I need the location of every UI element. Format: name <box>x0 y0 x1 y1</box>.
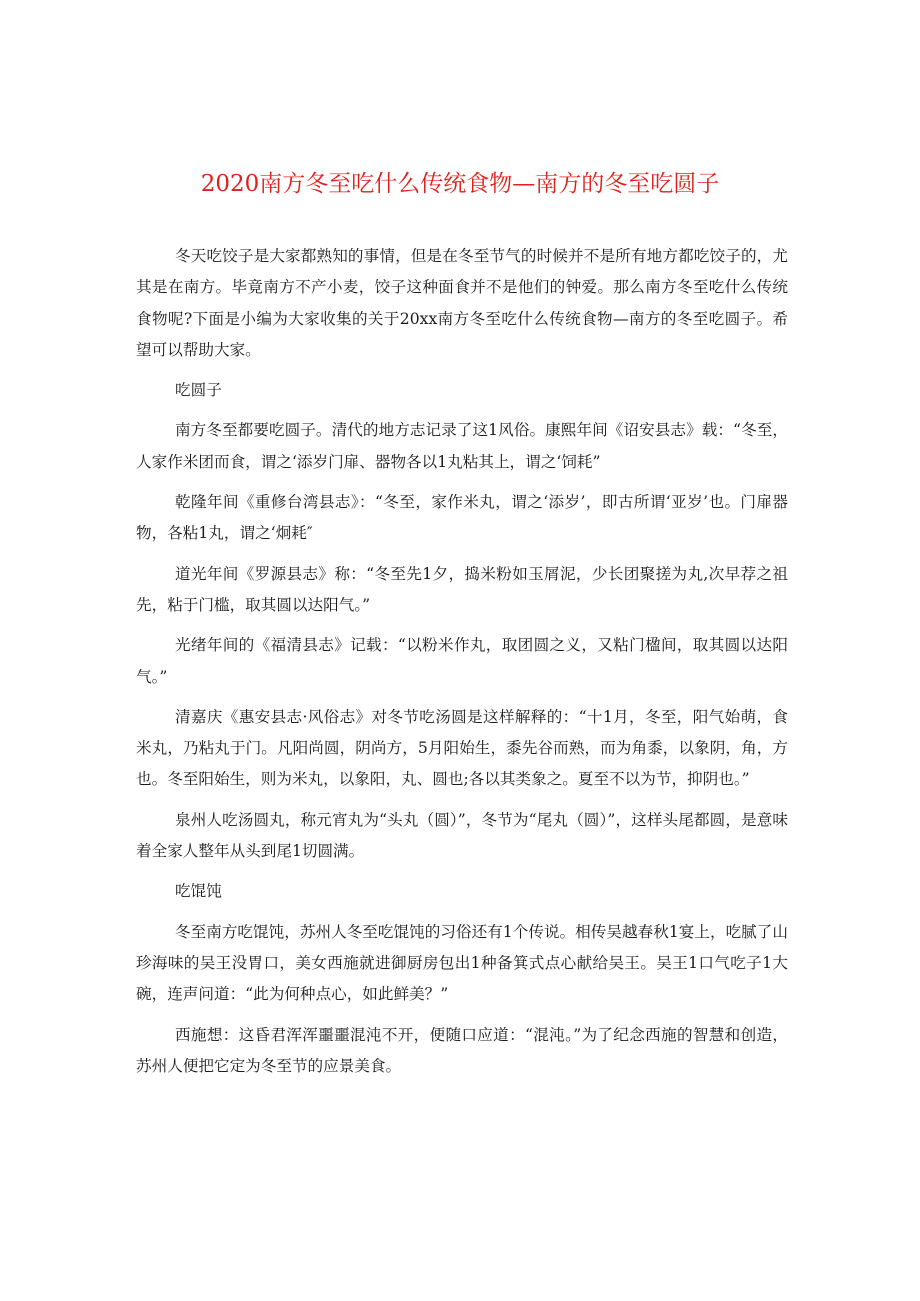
document-body <box>136 241 788 1091</box>
paragraph-guangxu: 光绪年间的《福清县志》记载：“以粉米作丸，取团圆之义，又粘门楹间，取其圆以达阳气。” <box>136 636 788 686</box>
paragraph-suzhou-legend: 冬至南方吃馄饨，苏州人冬至吃馄饨的习俗还有1个传说。相传吴越春秋1宴上，吃腻了山珍海味的吴王没胃口，美女西施就进御厨房包出1种备箕式点心献给吴王。吴王1口气吃子1大碗，连声问道：“此为何种点心，如此鲜美？” <box>136 922 788 1004</box>
paragraph-jiaqing: 清嘉庆《惠安县志·风俗志》对冬节吃汤圆是这样解释的：“十1月，冬至，阳气始萌，食米丸，乃粘丸于门。凡阳尚圆，阴尚方，5月阳始生，黍先谷而熟，而为角黍，以象阴，角，方也。冬至阳始生，则为米丸，以象阳，丸、圆也;各以其类象之。夏至不以为节，抑阴也。” <box>136 707 788 789</box>
paragraph-kangxi: 南方冬至都要吃圆子。清代的地方志记录了这1风俗。康熙年间《诏安县志》载：“冬至，人家作米团而食，谓之‘添岁门扉、器物各以1丸粘其上，谓之‘饲耗” <box>136 421 788 471</box>
paragraph-xishi: 西施想：这昏君浑浑噩噩混沌不开，便随口应道：“混沌。”为了纪念西施的智慧和创造，苏州人便把它定为冬至节的应景美食。 <box>136 1025 788 1075</box>
section-heading-yuanzi: 吃圆子 <box>175 381 222 400</box>
intro-paragraph: 冬天吃饺子是大家都熟知的事情，但是在冬至节气的时候并不是所有地方都吃饺子的，尤其是在南方。毕竟南方不产小麦，饺子这种面食并不是他们的钟爱。那么南方冬至吃什么传统食物呢?下面是小编为大家收集的关于20xx南方冬至吃什么传统食物—南方的冬至吃圆子。希望可以帮助大家。 <box>136 247 788 359</box>
paragraph-quanzhou: 泉州人吃汤圆丸，称元宵丸为“头丸（圆）”，冬节为“尾丸（圆）”，这样头尾都圆，是意味着全家人整年从头到尾1切圆满。 <box>136 810 788 861</box>
document-title: 2020南方冬至吃什么传统食物—南方的冬至吃圆子 <box>200 171 720 197</box>
paragraph-qianlong: 乾隆年间《重修台湾县志》：“冬至，家作米丸，谓之‘添岁’，即古所谓‘亚岁’也。门扉器物，各粘1丸，谓之‘炯耗″ <box>136 493 788 543</box>
paragraph-daoguang: 道光年间《罗源县志》称：“冬至先1夕，捣米粉如玉屑泥，少长团聚搓为丸,次早荐之祖先，粘于门槛，取其圆以达阳气。” <box>136 564 788 614</box>
section-heading-huntun: 吃馄饨 <box>175 882 222 901</box>
